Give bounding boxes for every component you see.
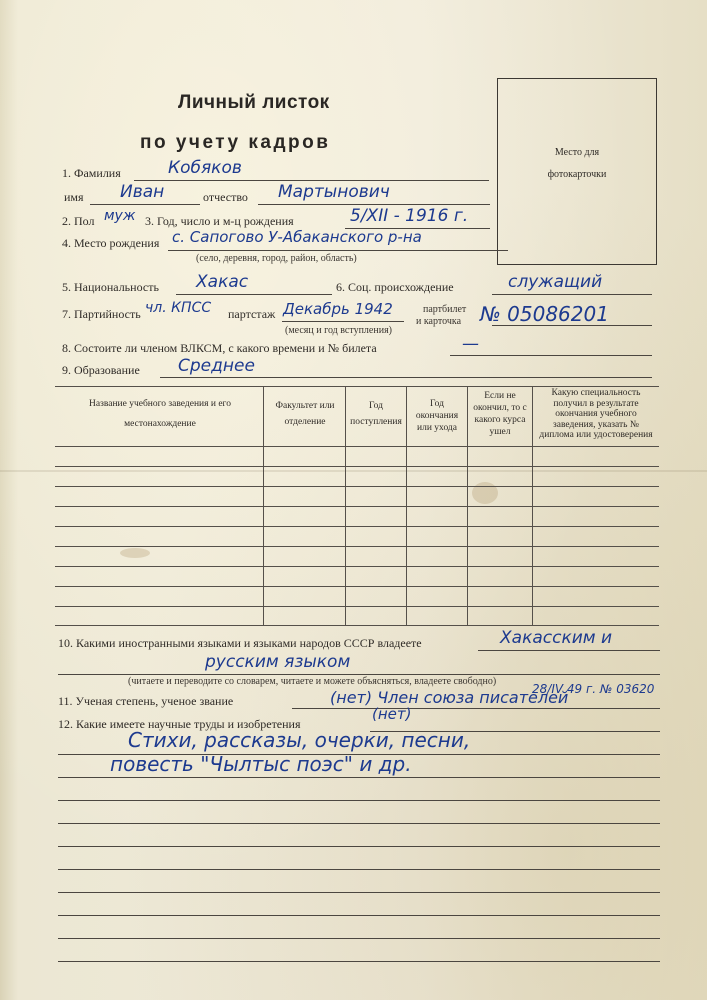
field-line — [492, 294, 652, 295]
table-rule — [55, 625, 659, 626]
table-rule — [263, 386, 264, 626]
table-rule — [55, 546, 659, 547]
table-rule — [467, 386, 468, 626]
table-rule — [55, 486, 659, 487]
field-line — [176, 294, 332, 295]
nationality-value: Хакас — [196, 272, 249, 292]
education-label: 9. Образование — [62, 363, 140, 377]
social-origin-value: служащий — [508, 272, 603, 292]
languages-value: Хакасским и — [500, 628, 613, 648]
blank-line — [58, 823, 660, 824]
party-card-label: и карточка — [416, 316, 462, 327]
works-label: 12. Какие имеете научные труды и изобретения — [58, 717, 301, 731]
table-rule — [532, 386, 533, 626]
party-stazh-hint: (месяц и год вступления) — [285, 325, 392, 336]
birth-value: 5/XII - 1916 г. — [350, 206, 469, 226]
table-rule — [55, 566, 659, 567]
birthplace-label: 4. Место рождения — [62, 236, 160, 250]
surname-label: 1. Фамилия — [62, 166, 121, 180]
education-value: Среднее — [178, 356, 255, 376]
field-line — [160, 377, 652, 378]
education-table — [55, 386, 659, 626]
field-line — [134, 180, 489, 181]
party-stazh-value: Декабрь 1942 — [283, 300, 393, 318]
sex-value: муж — [104, 208, 136, 224]
party-stazh-label: партстаж — [228, 307, 276, 321]
nationality-label: 5. Национальность — [62, 280, 159, 294]
blank-line — [58, 938, 660, 939]
sex-label: 2. Пол — [62, 214, 95, 228]
table-header: Название учебного заведения и его местонахождение — [89, 399, 231, 429]
birthplace-hint: (село, деревня, город, район, область) — [196, 253, 357, 264]
blank-line — [58, 915, 660, 916]
degree-value: (нет) Член союза писателей — [330, 688, 569, 707]
works-value: повесть "Чылтыс поэс" и др. — [110, 752, 412, 776]
blank-line — [58, 846, 660, 847]
table-header: Год окончания или ухода — [415, 399, 459, 433]
table-rule — [55, 586, 659, 587]
degree-label: 11. Ученая степень, ученое звание — [58, 694, 234, 708]
field-line — [58, 777, 660, 778]
works-value: (нет) — [372, 705, 412, 723]
form-title: Личный листок — [178, 92, 330, 113]
table-header: Год поступления — [350, 401, 402, 427]
photo-label: Место для — [554, 147, 600, 158]
komsomol-value: — — [462, 334, 479, 354]
party-label: 7. Партийность — [62, 307, 141, 321]
table-rule — [55, 446, 659, 447]
surname-value: Кобяков — [168, 158, 242, 178]
languages-value: русским языком — [205, 652, 351, 672]
birthplace-value: с. Сапогово У-Абаканского р-на — [172, 228, 422, 246]
photo-label: фотокарточки — [547, 169, 607, 180]
field-line — [168, 250, 508, 251]
field-line — [90, 204, 200, 205]
table-rule — [55, 386, 659, 387]
birth-label: 3. Год, число и м-ц рождения — [145, 214, 294, 228]
table-rule — [55, 606, 659, 607]
works-value: Стихи, рассказы, очерки, песни, — [128, 728, 471, 752]
photo-box — [497, 78, 657, 265]
social-origin-label: 6. Соц. происхождение — [336, 280, 454, 294]
table-header: Если не окончил, то с какого курса ушел — [473, 391, 527, 437]
form-subtitle: по учету кадров — [140, 132, 331, 153]
patronymic-label: отчество — [203, 190, 248, 204]
table-rule — [55, 506, 659, 507]
languages-label: 10. Какими иностранными языками и языками народов СССР владеете — [58, 636, 422, 650]
table-header: Какую специальность получил в результате окончания учебного заведения, указать № диплома или удостоверения — [539, 388, 653, 440]
name-label: имя — [64, 190, 84, 204]
name-value: Иван — [120, 182, 165, 202]
party-card-value: № 05086201 — [480, 302, 609, 326]
table-header: Факультет или отделение — [275, 401, 335, 427]
languages-hint: (читаете и переводите со словарем, читаете и можете объясняться, владеете свободно) — [128, 676, 497, 687]
table-rule — [345, 386, 346, 626]
party-value: чл. КПСС — [145, 300, 212, 316]
field-line — [258, 204, 490, 205]
blank-line — [58, 892, 660, 893]
degree-note: 28/IV 49 г. № 03620 — [532, 682, 655, 696]
field-line — [282, 321, 404, 322]
table-rule — [55, 526, 659, 527]
party-card-label: партбилет — [423, 304, 467, 315]
blank-line — [58, 869, 660, 870]
table-rule — [406, 386, 407, 626]
komsomol-label: 8. Состоите ли членом ВЛКСМ, с какого времени и № билета — [62, 341, 377, 355]
blank-line — [58, 961, 660, 962]
table-rule — [55, 466, 659, 467]
patronymic-value: Мартынович — [278, 182, 390, 202]
field-line — [478, 650, 660, 651]
field-line — [292, 708, 660, 709]
blank-line — [58, 800, 660, 801]
field-line — [58, 674, 660, 675]
field-line — [450, 355, 652, 356]
